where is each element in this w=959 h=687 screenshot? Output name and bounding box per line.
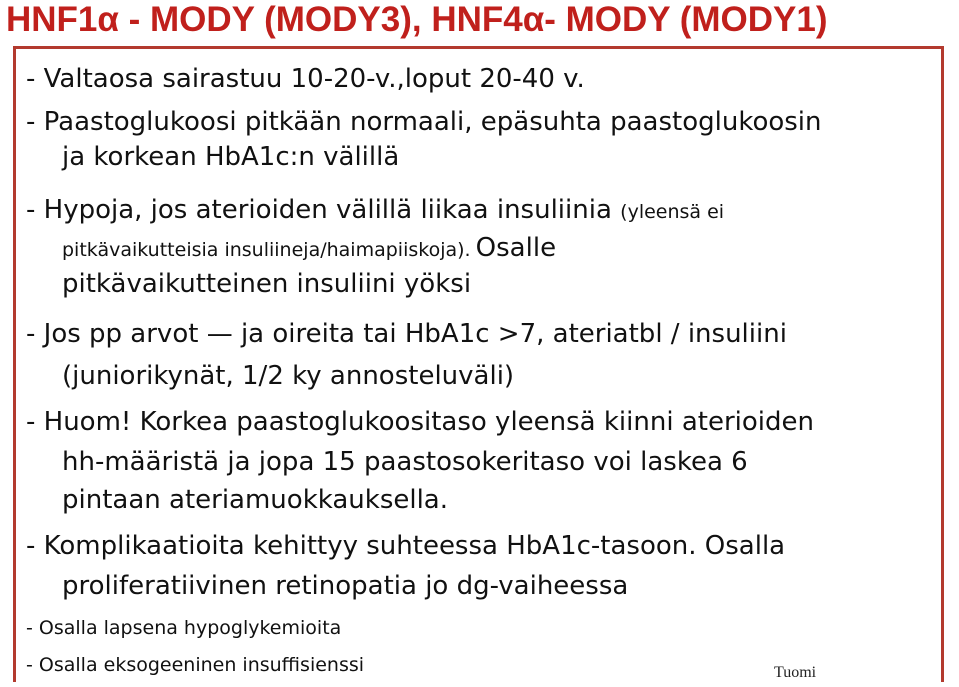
bullet-pp-text-a: - Jos pp arvot: [26, 319, 199, 349]
bullet-hypos-line1: [26, 194, 724, 226]
bullet-hypos-note-cont: pitkävaikutteisia insuliineja/haimapiiskoja).: [62, 239, 471, 261]
bullet-pp-text-b: ja oireita tai HbA1c >7, ateriatbl / insuliini: [240, 319, 787, 349]
slide-title: HNF1α - MODY (MODY3), HNF4α- MODY (MODY1): [6, 0, 828, 39]
bullet-exocrine: - Osalla eksogeeninen insuffisienssi: [26, 654, 365, 676]
bullet-complications-line2: proliferatiivinen retinopatia jo dg-vaiheessa: [62, 571, 629, 601]
bullet-onset-age: - Valtaosa sairastuu 10-20-v.,loput 20-40 v.: [26, 64, 585, 94]
bullet-note-line1: - Huom! Korkea paastoglukoositaso yleensä kiinni aterioiden: [26, 407, 814, 437]
bullet-note-line2: hh-määristä ja jopa 15 paastosokeritaso voi laskea 6: [62, 447, 748, 477]
bullet-pp-values-line1: [26, 318, 787, 350]
bullet-hypos-line3: pitkävaikutteinen insuliini yöksi: [62, 269, 472, 299]
bullet-fasting-glucose-line2: ja korkean HbA1c:n välillä: [62, 142, 400, 172]
bullet-hypos-osalle: Osalle: [475, 233, 557, 263]
bullet-hypos-text: - Hypoja, jos aterioiden välillä liikaa insuliinia: [26, 195, 612, 225]
bullet-note-line3: pintaan ateriamuokkauksella.: [62, 485, 449, 515]
bullet-child-hypos: - Osalla lapsena hypoglykemioita: [26, 617, 342, 639]
bullet-hypos-note: (yleensä ei: [620, 201, 725, 223]
bullet-pp-values-line2: (juniorikynät, 1/2 ky annosteluväli): [62, 361, 515, 391]
dash-symbol: —: [206, 319, 233, 349]
bullet-hypos-line2: [62, 232, 556, 264]
bullet-fasting-glucose-line1: - Paastoglukoosi pitkään normaali, epäsuhta paastoglukoosin: [26, 107, 822, 137]
author-footer: Tuomi: [774, 664, 817, 681]
bullet-complications-line1: - Komplikaatioita kehittyy suhteessa HbA1c-tasoon. Osalla: [26, 531, 786, 561]
